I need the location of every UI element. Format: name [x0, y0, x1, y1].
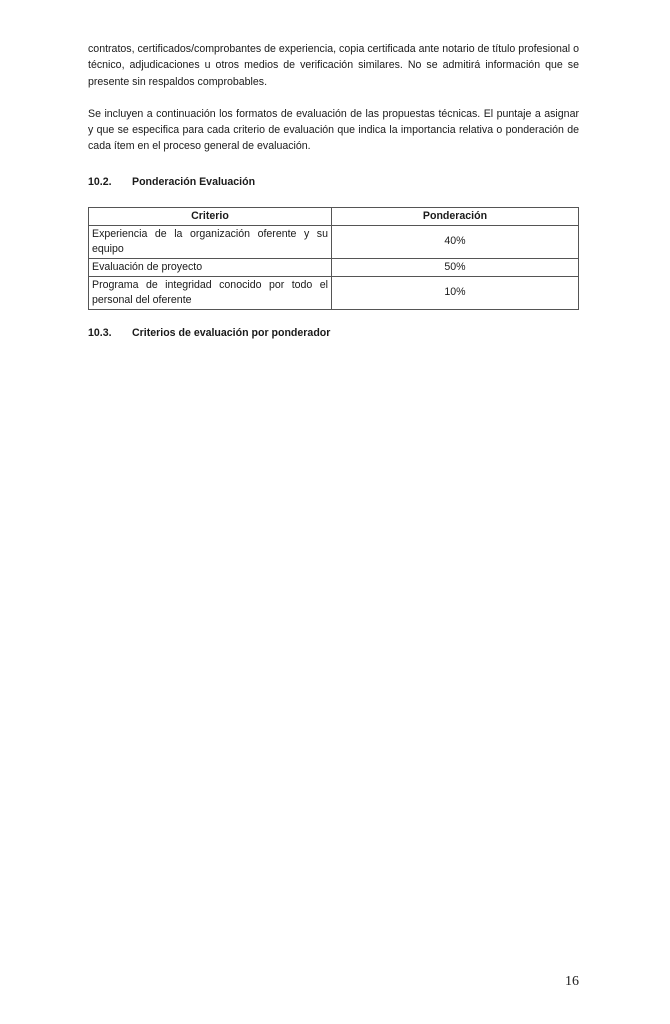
page-number: 16 [565, 974, 579, 989]
section-number: 10.2. [88, 175, 112, 188]
section-title: Ponderación Evaluación [132, 175, 256, 188]
section-title: Criterios de evaluación por ponderador [132, 326, 331, 339]
weight-cell: 10% [332, 276, 579, 309]
section-number: 10.3. [88, 326, 112, 339]
header-ponderacion: Ponderación [332, 207, 579, 225]
document-page [88, 41, 579, 339]
criterion-cell: Evaluación de proyecto [89, 258, 332, 276]
section-heading-ponderacion [88, 176, 579, 188]
body-paragraph-2: Se incluyen a continuación los formatos de evaluación de las propuestas técnicas. El puntaje a asignar y que se especifica para cada criterio de evaluación que indica la importancia relativa o ponderación de cada ítem en el proceso general de evaluación. [88, 107, 579, 153]
weight-cell: 50% [332, 258, 579, 276]
criterion-cell: Experiencia de la organización oferente y su equipo [89, 225, 332, 258]
table-row [89, 225, 579, 258]
criterion-cell: Programa de integridad conocido por todo el personal del oferente [89, 276, 332, 309]
table-row [89, 276, 579, 309]
section-heading-criterios [88, 327, 579, 339]
table-header-row [89, 207, 579, 225]
table-row [89, 258, 579, 276]
weights-table [88, 207, 579, 310]
header-criterio: Criterio [89, 207, 332, 225]
weight-cell: 40% [332, 225, 579, 258]
body-paragraph-1: contratos, certificados/comprobantes de experiencia, copia certificada ante notario de título profesional o técnico, adjudicaciones u otros medios de verificación similares. No se admitirá información que se presente sin respaldos comprobables. [88, 43, 579, 88]
